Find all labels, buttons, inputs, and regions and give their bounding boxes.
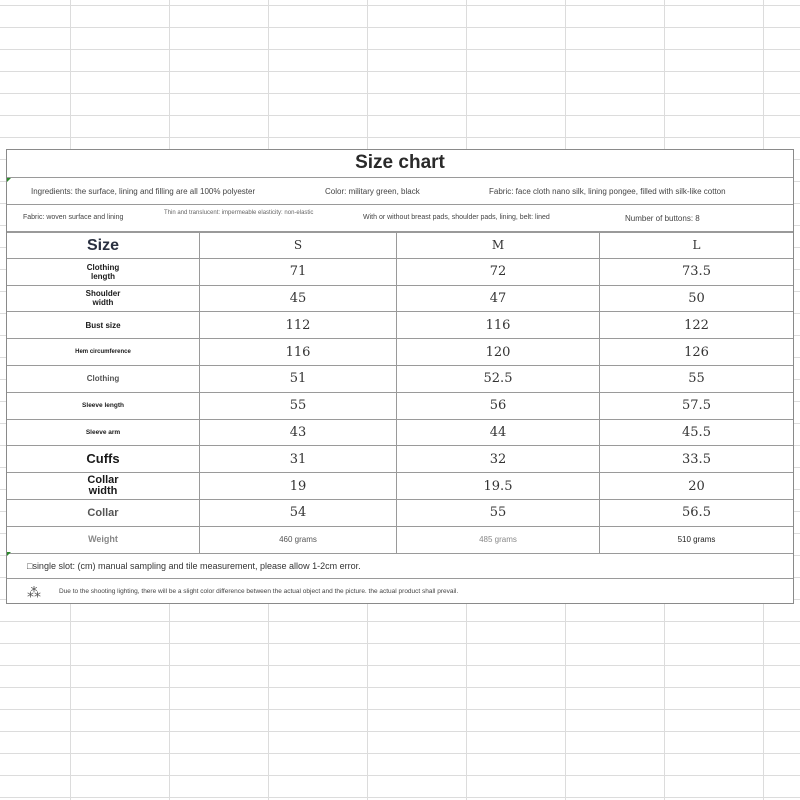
pads-text: With or without breast pads, shoulder pads, lining, belt: lined xyxy=(363,214,550,221)
size-header: Size xyxy=(86,236,119,254)
measurement-note-text: single slot: (cm) manual sampling and tile measurement, please allow 1-2cm error. xyxy=(32,561,361,571)
value-s: 43 xyxy=(289,424,307,440)
row-label: Collar width xyxy=(87,474,119,498)
table-header-row xyxy=(7,232,793,259)
value-s: 460 grams xyxy=(279,535,317,545)
fabric-woven-text: Fabric: woven surface and lining xyxy=(23,214,124,221)
table-row xyxy=(7,473,793,500)
lighting-note-row xyxy=(7,579,793,603)
value-l: 33.5 xyxy=(682,451,711,467)
header-m: M xyxy=(491,238,505,253)
cell-marker xyxy=(7,178,11,182)
asterisk-icon: ⁂ xyxy=(27,584,41,600)
value-s: 54 xyxy=(289,505,307,521)
row-label: Clothing xyxy=(86,374,120,384)
value-s: 112 xyxy=(285,317,311,333)
value-m: 47 xyxy=(489,290,507,306)
value-m: 19.5 xyxy=(483,478,513,494)
value-m: 56 xyxy=(489,398,507,414)
row-label: Shoulder width xyxy=(85,289,121,308)
value-m: 485 grams xyxy=(479,535,517,545)
cell-marker xyxy=(7,552,11,556)
value-l: 45.5 xyxy=(682,424,711,440)
table-row xyxy=(7,312,793,339)
table-row xyxy=(7,339,793,366)
table-row xyxy=(7,420,793,447)
value-s: 19 xyxy=(289,478,307,494)
chart-title: Size chart xyxy=(355,152,445,173)
value-s: 51 xyxy=(289,371,307,387)
measurement-note-row xyxy=(7,552,793,579)
row-label: Bust size xyxy=(85,320,121,330)
value-m: 120 xyxy=(485,344,511,360)
color-text: Color: military green, black xyxy=(325,187,420,196)
value-l: 55 xyxy=(688,371,705,387)
value-l: 510 grams xyxy=(677,535,716,545)
size-chart xyxy=(6,149,794,604)
row-label: Cuffs xyxy=(86,451,120,467)
measurement-note: □single slot: (cm) manual sampling and tile measurement, please allow 1-2cm error. xyxy=(27,561,361,571)
value-l: 122 xyxy=(684,317,709,333)
row-label: Clothing length xyxy=(86,262,120,281)
row-label: Collar xyxy=(87,506,119,519)
value-m: 44 xyxy=(489,424,507,440)
table-row xyxy=(7,500,793,527)
header-l: L xyxy=(692,238,701,253)
fabric-text: Fabric: face cloth nano silk, lining pongee, filled with silk-like cotton xyxy=(489,187,726,196)
row-label: Sleeve length xyxy=(82,402,124,410)
value-m: 52.5 xyxy=(483,371,513,387)
value-s: 116 xyxy=(285,344,311,360)
value-s: 45 xyxy=(289,290,307,306)
table-row xyxy=(7,446,793,473)
value-l: 126 xyxy=(684,344,709,360)
value-m: 116 xyxy=(485,317,511,333)
ingredients-text: Ingredients: the surface, lining and filling are all 100% polyester xyxy=(31,187,256,196)
value-m: 55 xyxy=(489,505,507,521)
table-row xyxy=(7,393,793,420)
value-s: 71 xyxy=(289,264,307,280)
size-table xyxy=(7,232,793,554)
table-row xyxy=(7,366,793,393)
value-l: 56.5 xyxy=(682,505,711,521)
table-row xyxy=(7,259,793,286)
row-label: Weight xyxy=(88,534,118,545)
value-s: 55 xyxy=(289,398,307,414)
lighting-note: Due to the shooting lighting, there will be a slight color difference between the actual object and the picture. the actual product shall prevail. xyxy=(59,588,459,595)
value-l: 20 xyxy=(688,478,705,494)
table-row xyxy=(7,286,793,313)
header-s: S xyxy=(293,238,303,253)
thickness-text: Thin and translucent: impermeable elasticity: non-elastic xyxy=(164,210,314,216)
value-s: 31 xyxy=(289,451,307,467)
value-l: 57.5 xyxy=(682,398,711,414)
info-row-2 xyxy=(7,205,793,232)
value-l: 50 xyxy=(688,290,705,306)
value-m: 32 xyxy=(489,451,507,467)
title-band xyxy=(7,150,793,178)
row-label: Sleeve arm xyxy=(85,428,121,436)
info-row-1 xyxy=(7,178,793,205)
value-m: 72 xyxy=(489,264,507,280)
row-label: Hem circumference xyxy=(75,348,131,355)
value-l: 73.5 xyxy=(682,264,711,280)
buttons-text: Number of buttons: 8 xyxy=(625,214,700,223)
table-row xyxy=(7,527,793,554)
